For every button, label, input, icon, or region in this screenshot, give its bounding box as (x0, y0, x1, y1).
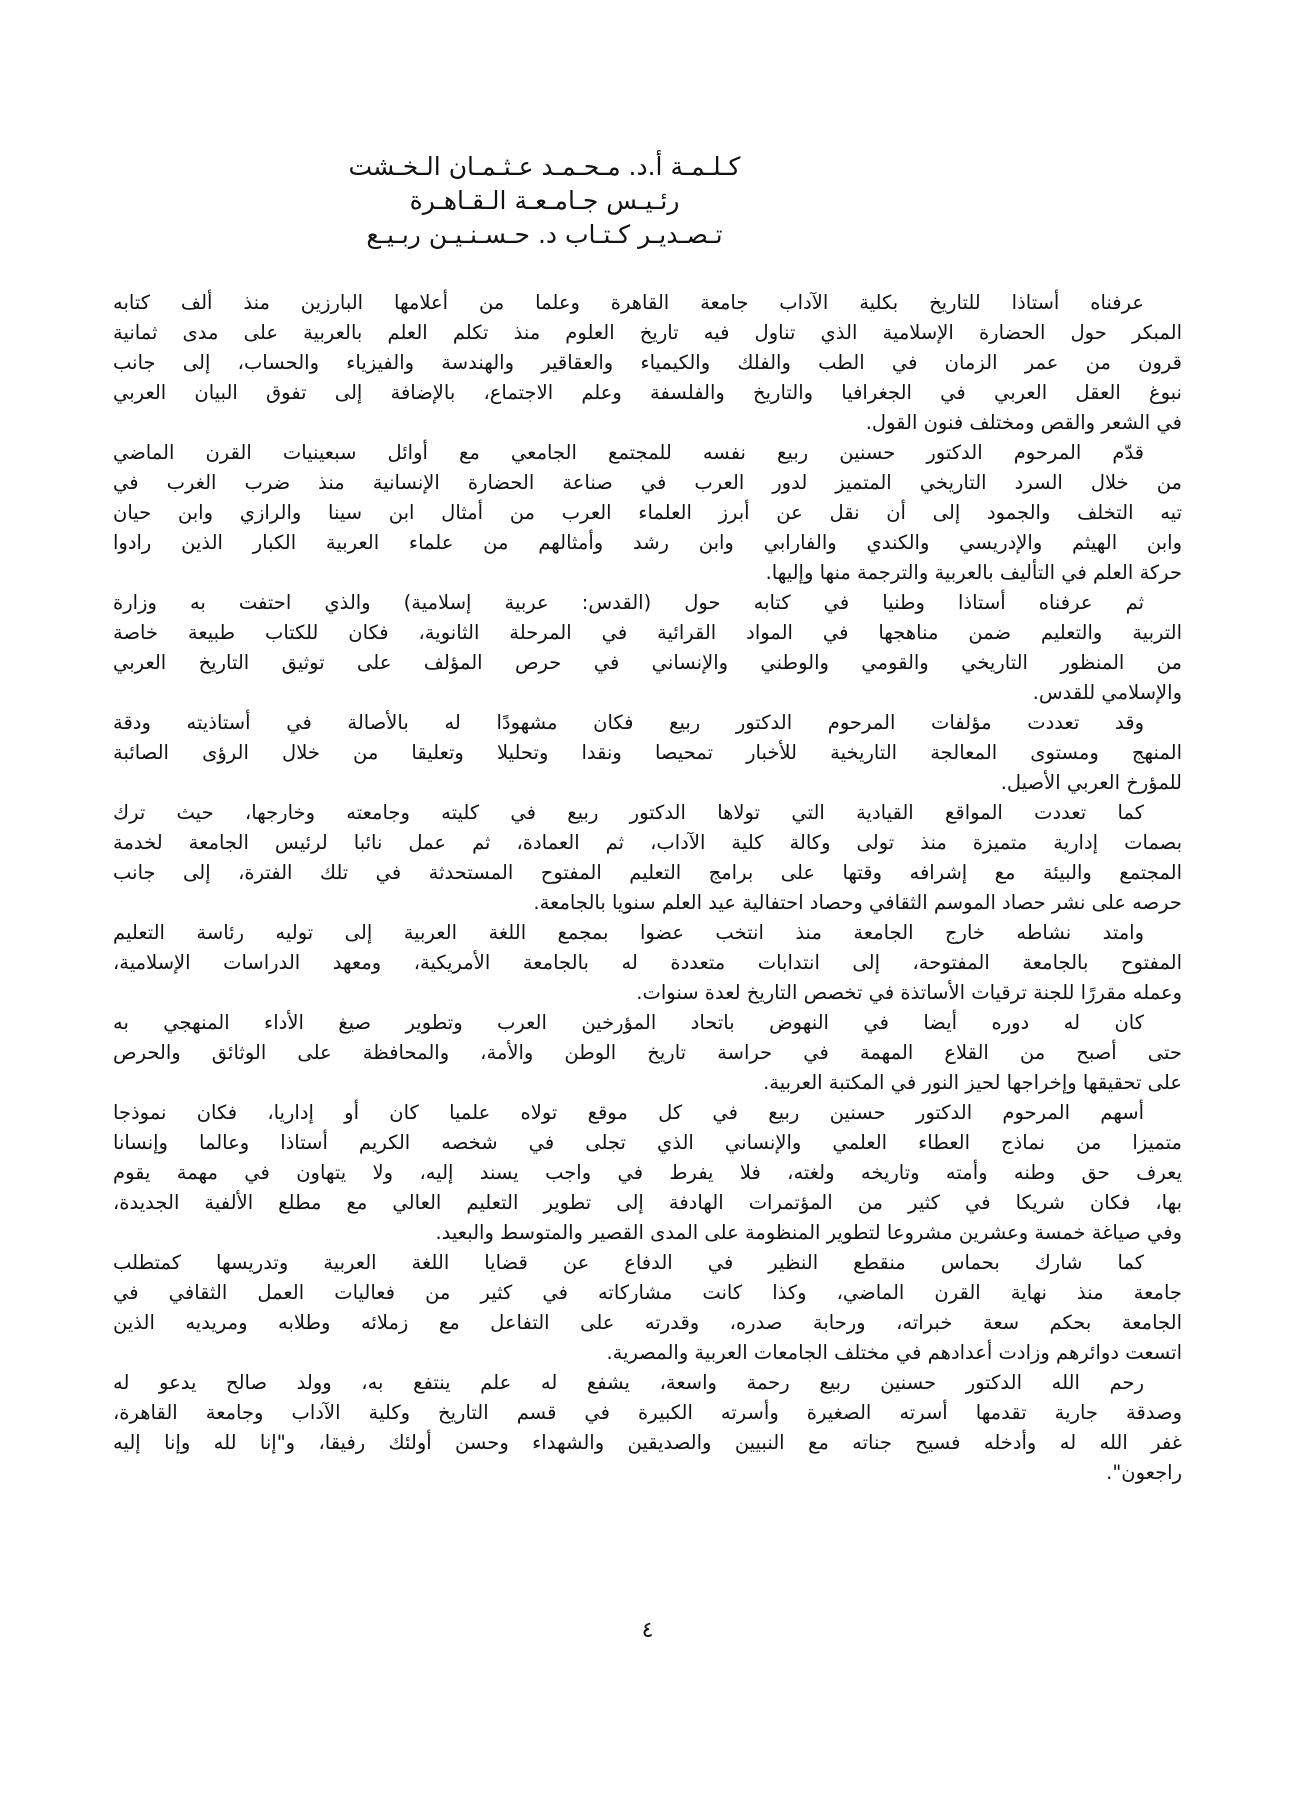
text-line: وصدقة جارية تقدمها أسرته الصغيرة وأسرته الكبيرة في قسم التاريخ وكلية الآداب وجامعة القاهرة، (113, 1401, 1182, 1424)
text-line: اتسعت دوائرهم وزادت أعدادهم في مختلف الجامعات العربية والمصرية. (606, 1341, 1182, 1364)
paragraph (113, 1098, 1182, 1248)
text-line: وقد تعددت مؤلفات المرحوم الدكتور ربيع فكان مشهودًا له بالأصالة في أستاذيته ودقة (113, 711, 1144, 734)
text-line: بصمات إدارية متميزة منذ تولى وكالة كلية الآداب، ثم العمادة، ثم عمل نائبا لرئيس الجامعة لخدمة (113, 831, 1182, 854)
text-line: من المنظور التاريخي والقومي والوطني والإنساني في حرص المؤلف على توثيق التاريخ العربي (113, 651, 1182, 674)
text-line: متميزا من نماذج العطاء العلمي والإنساني الذي تجلى في شخصه الكريم أستاذا وعالما وإنسانا (113, 1131, 1182, 1154)
text-line: عرفناه أستاذا للتاريخ بكلية الآداب جامعة القاهرة وعلما من أعلامها البارزين منذ ألف كتابه (113, 291, 1144, 314)
text-line: كان له دوره أيضا في النهوض باتحاد المؤرخين العرب وتطوير صيغ الأداء المنهجي به (113, 1011, 1144, 1034)
text-line: راجعون". (1106, 1461, 1182, 1484)
paragraph (113, 588, 1182, 708)
paragraph (113, 1248, 1182, 1368)
paragraph (113, 438, 1182, 588)
text-line: تيه التخلف والجمود إلى أن نقل عن أبرز العلماء العرب من أمثال ابن سينا والرازي وابن حيان (113, 501, 1182, 524)
paragraph (113, 288, 1182, 438)
title-line-2: رئـيـس جـامـعـة الـقـاهـرة (409, 186, 680, 215)
text-line: في الشعر والقص ومختلف فنون القول. (865, 411, 1182, 434)
text-line: وعمله مقررًا للجنة ترقيات الأساتذة في تخصص التاريخ لعدة سنوات. (636, 981, 1182, 1004)
paragraph (113, 918, 1182, 1008)
text-line: وفي صياغة خمسة وعشرين مشروعا لتطوير المنظومة على المدى القصير والمتوسط والبعيد. (435, 1221, 1182, 1244)
text-line: التربية والتعليم ضمن مناهجها في المواد القرائية في المرحلة الثانوية، فكان للكتاب طبيعة خاصة (113, 621, 1182, 644)
text-line: غفر الله له وأدخله فسيح جناته مع النبيين والصديقين والشهداء وحسن أولئك رفيقا، و"إنا لله وإنا إليه (113, 1431, 1182, 1454)
text-line: نبوغ العقل العربي في الجغرافيا والتاريخ والفلسفة وعلم الاجتماع، بالإضافة إلى تفوق البيان العربي (113, 381, 1182, 404)
text-line: وامتد نشاطه خارج الجامعة منذ انتخب عضوا بمجمع اللغة العربية إلى توليه رئاسة التعليم (113, 921, 1144, 944)
text-line: حرصه على نشر حصاد الموسم الثقافي وحصاد احتفالية عيد العلم سنويا بالجامعة. (533, 891, 1182, 914)
title-line-3: تـصـديـر كـتـاب د. حـسـنـيـن ربـيـع (366, 220, 723, 249)
text-line: الجامعة بحكم سعة خبراته، ورحابة صدره، وقدرته على التفاعل مع زملائه وطلابه ومريديه الذين (113, 1311, 1182, 1334)
text-line: والإسلامي للقدس. (1032, 681, 1182, 704)
text-line: على تحقيقها وإخراجها لحيز النور في المكتبة العربية. (763, 1071, 1182, 1094)
text-line: حركة العلم في التأليف بالعربية والترجمة منها وإليها. (765, 561, 1182, 584)
text-line: قرون من عمر الزمان في الطب والفلك والكيمياء والعقاقير والهندسة والفيزياء والحساب، إلى جانب (113, 351, 1182, 374)
paragraph (113, 1368, 1182, 1488)
document-body (113, 288, 1182, 1488)
text-line: أسهم المرحوم الدكتور حسنين ربيع في كل موقع تولاه علميا كان أو إداريا، فكان نموذجا (113, 1101, 1144, 1124)
text-line: المبكر حول الحضارة الإسلامية الذي تناول فيه تاريخ العلوم منذ تكلم العلم بالعربية على مدى ثمانية (113, 321, 1182, 344)
paragraph (113, 1008, 1182, 1098)
document-title (349, 150, 741, 252)
title-line-1: كـلـمـة أ.د. مـحـمـد عـثـمـان الـخـشت (348, 152, 741, 181)
text-line: يعرف حق وطنه وأمته وتاريخه ولغته، فلا يفرط في واجب يسند إليه، ولا يتهاون في مهمة يقوم (113, 1161, 1182, 1184)
text-line: المفتوح بالجامعة المفتوحة، إلى انتدابات متعددة له بالجامعة الأمريكية، ومعهد الدراسات الإسلامية، (113, 951, 1182, 974)
text-line: المجتمع والبيئة مع إشرافه وقتها على برامج التعليم المفتوح المستحدثة في تلك الفترة، إلى جانب (113, 861, 1182, 884)
text-line: رحم الله الدكتور حسنين ربيع رحمة واسعة، يشفع له علم ينتفع به، وولد صالح يدعو له (113, 1371, 1144, 1394)
text-line: قدّم المرحوم الدكتور حسنين ربيع نفسه للمجتمع الجامعي مع أوائل سبعينيات القرن الماضي (113, 441, 1144, 464)
text-line: جامعة منذ نهاية القرن الماضي، وكذا كانت مشاركاته في كثير من فعاليات العمل الثقافي في (113, 1281, 1182, 1304)
text-line: للمؤرخ العربي الأصيل. (1000, 771, 1182, 794)
text-line: من خلال السرد التاريخي المتميز لدور العرب في صناعة الحضارة الإنسانية منذ ضرب الغرب في (113, 471, 1182, 494)
paragraph (113, 708, 1182, 798)
text-line: ثم عرفناه أستاذا وطنيا في كتابه حول (القدس: عربية إسلامية) والذي احتفت به وزارة (113, 591, 1144, 614)
page-number: ٤ (641, 1618, 654, 1643)
text-line: المنهج ومستوى المعالجة التاريخية للأخبار تمحيصا ونقدا وتحليلا وتعليقا من خلال الرؤى الصائبة (113, 741, 1182, 764)
text-line: كما تعددت المواقع القيادية التي تولاها الدكتور ربيع في كليته وجامعته وخارجها، حيث ترك (113, 801, 1144, 824)
paragraph (113, 798, 1182, 918)
text-line: وابن الهيثم والإدريسي والكندي والفارابي وابن رشد وأمثالهم من علماء العربية الكبار الذين رادوا (113, 531, 1182, 554)
text-line: بها، فكان شريكا في كثير من المؤتمرات الهادفة إلى تطوير التعليم العالي مع مطلع الألفية الجديدة، (113, 1191, 1182, 1214)
text-line: كما شارك بحماس منقطع النظير في الدفاع عن قضايا اللغة العربية وتدريسها كمتطلب (113, 1251, 1144, 1274)
text-line: حتى أصبح من القلاع المهمة في حراسة تاريخ الوطن والأمة، والمحافظة على الوثائق والحرص (113, 1041, 1182, 1064)
